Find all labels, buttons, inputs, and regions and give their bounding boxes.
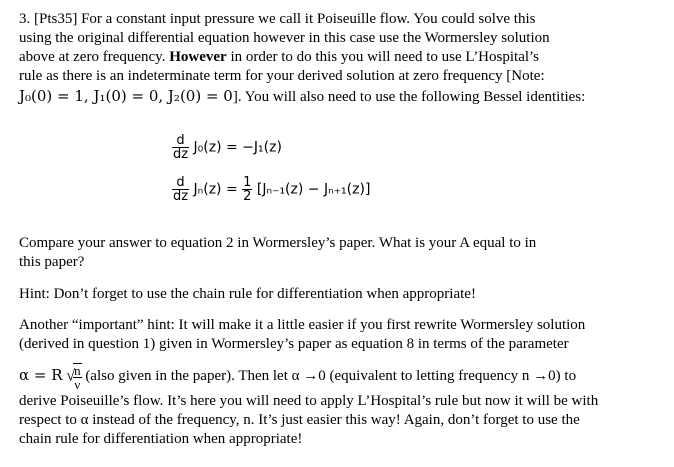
- bessel-values: J₀(0) = 1, J₁(0) = 0, J₂(0) = 0: [19, 87, 233, 105]
- problem-however: However: [169, 49, 227, 65]
- frac-den: 2: [243, 189, 252, 204]
- problem-line-3-rest: in order to do this you will need to use L’Hospital’s: [230, 49, 540, 65]
- problem-line-4: rule as there is an indeterminate term for your derived solution at zero frequency [Note:: [19, 68, 545, 84]
- derivative-operator: [172, 176, 189, 203]
- problem-line-2: using the original differential equation however in this case use the Wormersley solution: [19, 30, 550, 46]
- hint-1: Hint: Don’t forget to use the chain rule for differentiation when appropriate!: [19, 286, 476, 302]
- hint-2-line-3-text: (also given in the paper). Then let α →0 (equivalent to letting frequency n →0) to: [85, 368, 577, 384]
- hint-2-line-5: respect to α instead of the frequency, n. It’s just easier this way! Again, don’t forget to use the: [19, 412, 580, 428]
- frac-den: dz: [173, 147, 189, 162]
- frac-den: dz: [173, 189, 189, 204]
- hint-2-line-6: chain rule for differentiation when appropriate!: [19, 431, 303, 447]
- hint-2-line-4: derive Poiseuille’s flow. It’s here you will need to apply L’Hospital’s rule but now it will be with: [19, 393, 599, 409]
- compare-line-1: Compare your answer to equation 2 in Wormersley’s paper. What is your A equal to in: [19, 235, 537, 251]
- problem-line-3-start: above at zero frequency.: [19, 49, 166, 65]
- frac-num: n: [74, 362, 81, 378]
- frac-num: d: [172, 134, 189, 148]
- identity-2-lhs: Jₙ(z) =: [193, 181, 238, 198]
- hint-2-line-3: [19, 362, 669, 391]
- problem-line-3: [19, 48, 669, 66]
- identity-2: [172, 176, 370, 203]
- radical-sign: √: [66, 367, 76, 384]
- hint-2-line-2: (derived in question 1) given in Wormersley’s paper as equation 8 in terms of the parameter: [19, 336, 569, 352]
- identity-1-body: J₀(z) = −J₁(z): [193, 139, 282, 156]
- hint-2-line-1: Another “important” hint: It will make it a little easier if you first rewrite Wormersley solution: [19, 317, 586, 333]
- derivative-operator: [172, 134, 189, 161]
- frac-den: ν: [74, 376, 81, 392]
- compare-line-2: this paper?: [19, 254, 85, 270]
- half-fraction: [242, 176, 252, 203]
- frac-num: d: [172, 176, 189, 190]
- sqrt-fraction: [73, 363, 82, 391]
- sqrt-expression: [66, 363, 81, 391]
- identity-1: [172, 134, 282, 161]
- identity-2-rhs: [Jₙ₋₁(z) − Jₙ₊₁(z)]: [256, 181, 371, 198]
- problem-line-5-text: ]. You will also need to use the following Bessel identities:: [232, 89, 586, 105]
- problem-line-1: 3. [Pts35] For a constant input pressure we call it Poiseuille flow. You could solve this: [19, 11, 536, 27]
- problem-line-5: [19, 87, 669, 106]
- frac-num: 1: [243, 175, 252, 190]
- alpha-definition: α = R: [19, 366, 63, 384]
